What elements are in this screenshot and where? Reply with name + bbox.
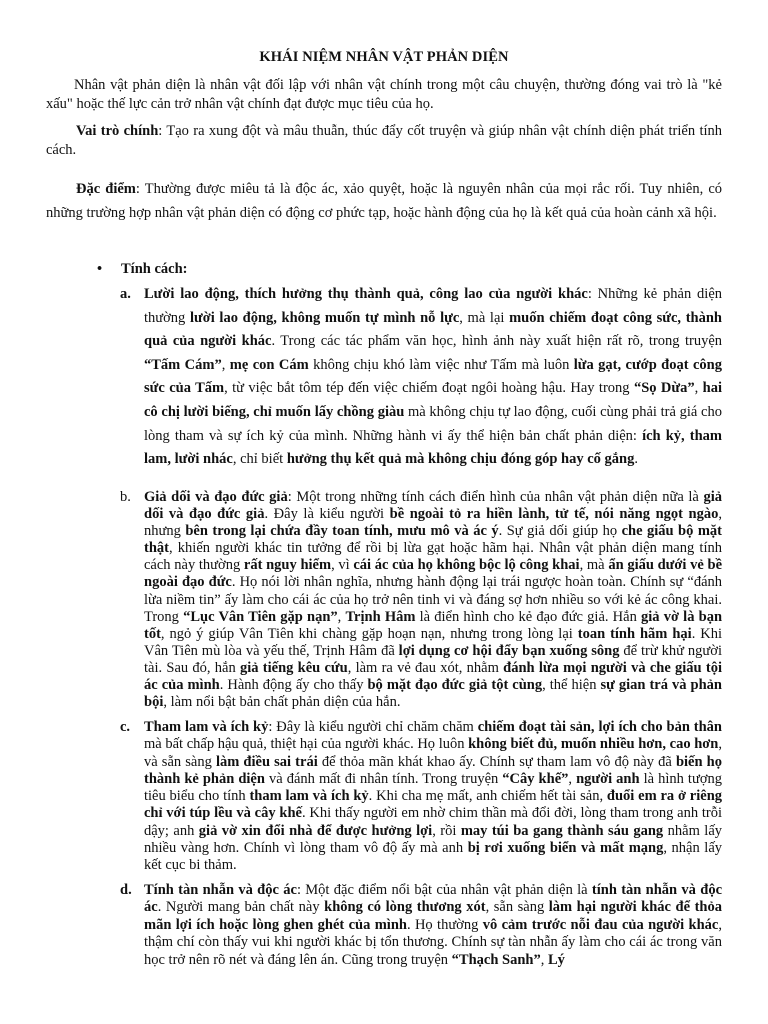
emphasis-text: tính tàn nhẫn và độc ác (144, 882, 723, 916)
role-paragraph: Vai trò chính: Tạo ra xung đột và mâu thuẫn, thúc đẩy cốt truyện và giúp nhân vật chính diện phát triển tính cách. (46, 123, 722, 158)
emphasis-text: làm hại người khác để thỏa mãn lợi ích hoặc lòng ghen ghét của mình (144, 899, 722, 933)
emphasis-text: ẩn giấu dưới vẻ bề ngoài đạo đức (144, 557, 723, 591)
emphasis-text: giả dối và đạo đức giả (144, 489, 722, 523)
emphasis-text: rất nguy hiểm (243, 557, 332, 574)
emphasis-text: “Tấm Cám” (144, 356, 222, 373)
emphasis-text: Tính tàn nhẫn và độc ác (144, 882, 297, 898)
emphasis-text: lười lao động, không muốn tự mình nỗ lực (189, 309, 460, 326)
list-item-text: Tham lam và ích kỷ: Đây là kiểu người chỉ chăm chăm chiếm đoạt tài sản, lợi ích cho bản thân mà bất chấp hậu quả, thiệt hại của người khác. Họ luôn không biết đủ, muốn nhiều hơn, cao hơn, và sẵn sàng làm điều sai trái để thỏa mãn khát khao ấy. Chính sự tham lam vô độ này đã biến họ thành kẻ phản diện và đánh mất đi nhân tính. Trong truyện “Cây khế”, người anh là hình tượng tiêu biểu cho tính tham lam và ích kỷ. Khi cha mẹ mất, anh chiếm hết tài sản, đuổi em ra ở riêng chỉ với túp lều và cây khế. Khi thấy người em nhờ chim thần mà đổi đời, lòng tham trong anh trỗi dậy; anh giả vờ xin đổi nhà để được hưởng lợi, rồi may túi ba gang thành sáu gang nhằm lấy nhiều vàng hơn. Chính vì lòng tham vô độ ấy mà anh bị rơi xuống biển và mất mạng, nhận lấy kết cục bi thảm. (144, 719, 723, 874)
emphasis-text: may túi ba gang thành sáu gang (460, 822, 664, 839)
emphasis-text: bị rơi xuống biển và mất mạng (467, 840, 664, 857)
bullet-label: Tính cách: (121, 261, 188, 277)
emphasis-text: “Sọ Dừa” (633, 380, 695, 397)
emphasis-text: lừa gạt, cướp đoạt công sức của Tấm (144, 356, 722, 397)
emphasis-text: “Thạch Sanh” (451, 951, 541, 968)
emphasis-text: chiếm đoạt tài sản, lợi ích cho bản thân (477, 719, 722, 735)
emphasis-text: giả tiếng kêu cứu (239, 659, 348, 676)
list-item-text: Tính tàn nhẫn và độc ác: Một đặc điểm nổi bật của nhân vật phản diện là tính tàn nhẫn và độc ác. Người mang bản chất này không có lòng thương xót, sẵn sàng làm hại người khác để thỏa mãn lợi ích hoặc lòng ghen ghét của mình. Họ thường vô cảm trước nỗi đau của người khác, thậm chí còn thấy vui khi người khác bị tổn thương. Chính sự tàn nhẫn ấy làm cho cái ác trong văn học trở nên rõ nét và đáng lên án. Cũng trong truyện “Thạch Sanh”, Lý (144, 882, 723, 968)
emphasis-text: bề ngoài tỏ ra hiền lành, tử tế, nói năng ngọt ngào (389, 506, 719, 523)
list-item-cruelty (120, 882, 722, 969)
list-item-greed (120, 719, 722, 875)
list-item-laziness (120, 283, 722, 472)
list-marker: c. (120, 719, 131, 735)
emphasis-text: Tham lam và ích kỷ (144, 719, 269, 735)
emphasis-text: Lý (547, 951, 565, 968)
emphasis-text: bộ mặt đạo đức giả tột cùng (367, 677, 543, 694)
emphasis-text: tham lam và ích kỷ (249, 788, 369, 805)
emphasis-text: Vai trò chính (76, 123, 159, 139)
emphasis-text: làm điều sai trái (215, 753, 318, 770)
emphasis-text: Giả dối và đạo đức giả (144, 489, 288, 505)
emphasis-text: Lười lao động, thích hưởng thụ thành quả, công lao của người khác (144, 286, 588, 302)
emphasis-text: che giấu bộ mặt thật (144, 523, 723, 557)
emphasis-text: muốn chiếm đoạt công sức, thành quả của người khác (144, 309, 722, 350)
emphasis-text: biến họ thành kẻ phản diện (144, 753, 722, 787)
list-marker: d. (120, 882, 132, 898)
emphasis-text: Trịnh Hâm (345, 608, 416, 625)
emphasis-text: không biết đủ, muốn nhiều hơn, cao hơn (468, 736, 719, 753)
emphasis-text: đánh lừa mọi người và che giấu tội ác của mình (144, 659, 722, 694)
intro-paragraph: Nhân vật phản diện là nhân vật đối lập với nhân vật chính trong một câu chuyện, thường đóng vai trò là "kẻ xấu" hoặc thế lực cản trở nhân vật chính đạt được mục tiêu của họ. (46, 77, 722, 112)
emphasis-text: Đặc điểm (76, 181, 136, 197)
emphasis-text: hai cô chị lười biếng, chỉ muốn lấy chồng giàu (144, 380, 722, 420)
features-paragraph: Đặc điểm: Thường được miêu tả là độc ác, xảo quyệt, hoặc là nguyên nhân của mọi rắc rối. Tuy nhiên, có những trường hợp nhân vật phản diện có động cơ phức tạp, hoặc hành động của họ là kết quả của hoàn cảnh xã hội. (46, 181, 723, 221)
emphasis-text: cái ác của họ không bộc lộ công khai (353, 557, 580, 574)
list-item-text: Giả dối và đạo đức giả: Một trong những tính cách điển hình của nhân vật phản diện nữa là giả dối và đạo đức giả. Đây là kiểu người bề ngoài tỏ ra hiền lành, tử tế, nói năng ngọt ngào, nhưng bên trong lại chứa đầy toan tính, mưu mô và ác ý. Sự giả dối giúp họ che giấu bộ mặt thật, khiến người khác tin tưởng để rồi bị lừa gạt hoặc hãm hại. Nhân vật phản diện mang tính cách này thường rất nguy hiểm, vì cái ác của họ không bộc lộ công khai, mà ẩn giấu dưới vẻ bề ngoài đạo đức. Họ nói lời nhân nghĩa, nhưng hành động lại trái ngược hoàn toàn. Chính sự “đánh lừa niềm tin” ấy làm cho cái ác của họ trở nên tinh vi và đáng sợ hơn nhiều so với kẻ ác công khai. Trong “Lục Vân Tiên gặp nạn”, Trịnh Hâm là điển hình cho kẻ đạo đức giả. Hắn giả vờ là bạn tốt, ngỏ ý giúp Vân Tiên khi chàng gặp hoạn nạn, nhưng trong lòng lại toan tính hãm hại. Khi Vân Tiên mù lòa và yếu thế, Trịnh Hâm đã lợi dụng cơ hội đẩy bạn xuống sông để trừ khử người tài. Sau đó, hắn giả tiếng kêu cứu, làm ra vẻ đau xót, nhằm đánh lừa mọi người và che giấu tội ác của mình. Hành động ấy cho thấy bộ mặt đạo đức giả tột cùng, thể hiện sự gian trá và phản bội, làm nổi bật bản chất phản diện của hắn. (144, 489, 723, 711)
emphasis-text: giả vờ xin đổi nhà để được hưởng lợi (198, 822, 433, 839)
emphasis-text: vô cảm trước nỗi đau của người khác (482, 916, 719, 933)
emphasis-text: “Cây khế” (502, 770, 569, 787)
emphasis-text: ích kỷ, tham lam, lười nhác (144, 427, 722, 468)
list-item-hypocrisy (120, 489, 722, 711)
emphasis-text: đuổi em ra ở riêng chỉ với túp lều và cây khế (144, 788, 723, 822)
list-item-text: Lười lao động, thích hưởng thụ thành quả, công lao của người khác: Những kẻ phản diện thường lười lao động, không muốn tự mình nỗ lực, mà lại muốn chiếm đoạt công sức, thành quả của người khác. Trong các tác phẩm văn học, hình ảnh này xuất hiện rất rõ, trong truyện “Tấm Cám”, mẹ con Cám không chịu khó làm việc như Tấm mà luôn lừa gạt, cướp đoạt công sức của Tấm, từ việc bắt tôm tép đến việc chiếm đoạt ngôi hoàng hậu. Hay trong “Sọ Dừa”, hai cô chị lười biếng, chỉ muốn lấy chồng giàu mà không chịu tự lao động, cuối cùng phải trả giá cho lòng tham và sự ích kỷ của mình. Những hành vi ấy thể hiện bản chất phản diện: ích kỷ, tham lam, lười nhác, chỉ biết hưởng thụ kết quả mà không chịu đóng góp hay cố gắng. (144, 286, 723, 468)
emphasis-text: bên trong lại chứa đầy toan tính, mưu mô và ác ý (185, 523, 499, 540)
emphasis-text: người anh (576, 770, 640, 787)
emphasis-text: sự gian trá và phản bội (144, 677, 722, 711)
emphasis-text: giả vờ là bạn tốt (144, 608, 723, 642)
emphasis-text: hưởng thụ kết quả mà không chịu đóng góp hay cố gắng (286, 451, 635, 468)
emphasis-text: “Lục Vân Tiên gặp nạn” (183, 608, 338, 625)
emphasis-text: mẹ con Cám (229, 356, 309, 373)
emphasis-text: toan tính hãm hại (577, 625, 692, 642)
emphasis-text: không có lòng thương xót (324, 899, 486, 916)
emphasis-text: lợi dụng cơ hội đẩy bạn xuống sông (398, 642, 620, 659)
bullet-icon: • (97, 261, 103, 277)
list-marker: b. (120, 489, 131, 505)
page-title: KHÁI NIỆM NHÂN VẬT PHẢN DIỆN (259, 49, 509, 65)
list-marker: a. (120, 286, 131, 302)
